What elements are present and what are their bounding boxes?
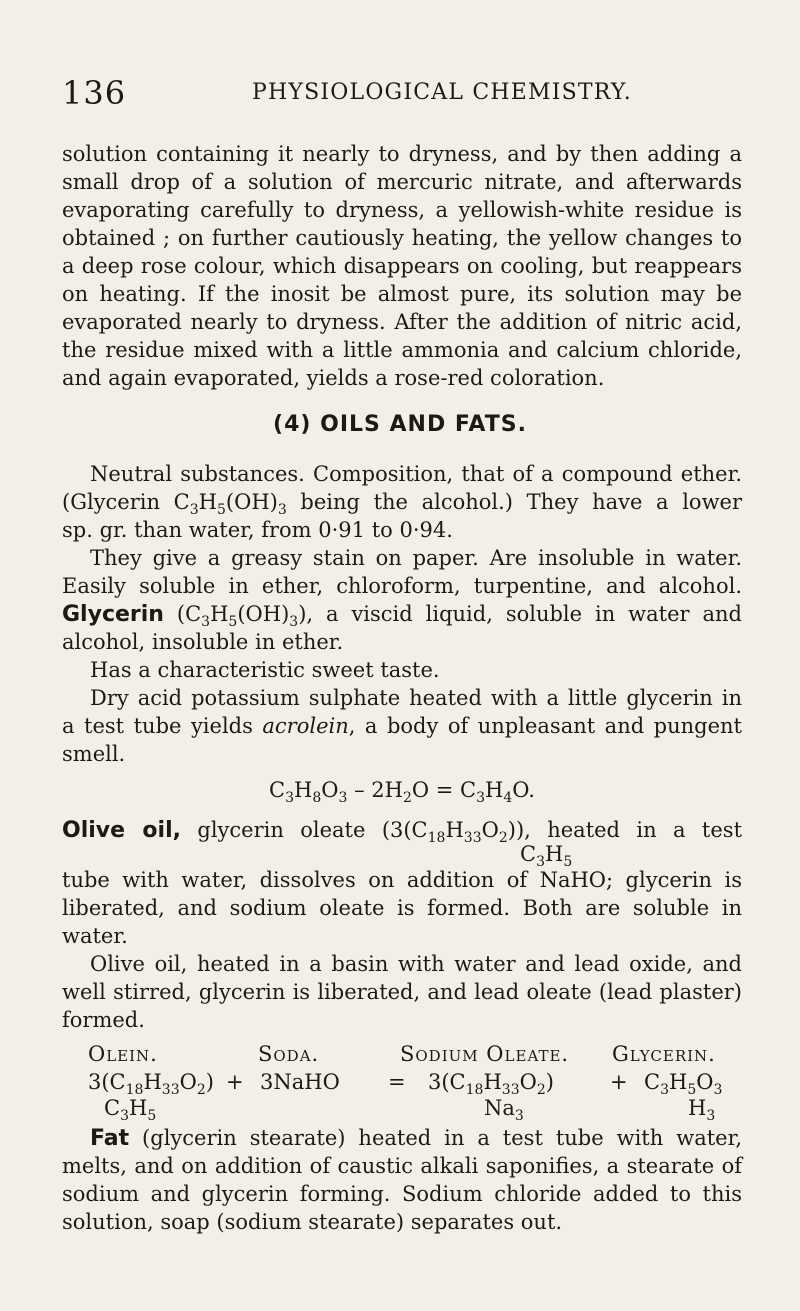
paragraph-line: the residue mixed with a little ammonia and calcium chloride, (62, 338, 742, 362)
paragraph-line: a deep rose colour, which disappears on cooling, but reappears (62, 254, 742, 278)
page-number: 136 (62, 74, 127, 112)
reaction-sub-olein: $C_3H_5$ (104, 1096, 157, 1125)
paragraph-line: Easily soluble in ether, chloroform, turpentine, and alcohol. (62, 574, 742, 598)
paragraph-line: They give a greasy stain on paper. Are insoluble in water. (90, 546, 742, 570)
reaction-sub-glycerin: $H_3$ (688, 1096, 716, 1125)
paragraph-line: well stirred, glycerin is liberated, and lead oleate (lead plaster) (62, 980, 742, 1004)
olive-subformula: $C_3H_5$ (520, 842, 573, 871)
paragraph-line: on heating. If the inosit be almost pure, its solution may be (62, 282, 742, 306)
paragraph-line: (Glycerin $C_3H_5(OH)_3$ being the alcohol.) They have a lower (62, 490, 743, 519)
paragraph-line: formed. (62, 1008, 145, 1032)
paragraph-line: solution, soap (sodium stearate) separates out. (62, 1210, 563, 1234)
term-acrolein: acrolein (262, 714, 349, 738)
reaction-heading-glycerin: Glycerin. (612, 1042, 716, 1066)
paragraph-line: alcohol, insoluble in ether. (62, 630, 344, 654)
section-heading: (4) OILS AND FATS. (273, 412, 527, 437)
paragraph-line: obtained ; on further cautiously heating, the yellow changes to (62, 226, 742, 250)
reaction-sub-oleate: $Na_3$ (484, 1096, 524, 1125)
reaction-plus: + (610, 1070, 628, 1094)
paragraph-line: Neutral substances. Composition, that of a compound ether. (90, 462, 742, 486)
paragraph-line: evaporating carefully to dryness, a yellowish-white residue is (62, 198, 742, 222)
running-title: PHYSIOLOGICAL CHEMISTRY. (252, 80, 632, 105)
paragraph-line: small drop of a solution of mercuric nitrate, and afterwards (62, 170, 742, 194)
reaction-equals: = (388, 1070, 406, 1094)
reaction-sodium-oleate: $3(C_{18}H_{33}O_2)$ (428, 1070, 554, 1099)
equation-acrolein: $C_3H_8O_3 - 2H_2O = C_3H_4O$. (269, 778, 535, 807)
paragraph-line: water. (62, 924, 128, 948)
page-header (62, 74, 742, 114)
olive-line: Olive oil, glycerin oleate $(3(C_{18}H_{33}O_2))$, heated in a test (62, 818, 743, 847)
paragraph-line: a test tube yields acrolein, a body of unpleasant and pungent (62, 714, 742, 738)
paragraph-line: sodium and glycerin forming. Sodium chloride added to this (62, 1182, 742, 1206)
reaction-heading-sodium-oleate: Sodium Oleate. (400, 1042, 570, 1066)
paragraph-line: solution containing it nearly to dryness, and by then adding a (62, 142, 742, 166)
paragraph-line: liberated, and sodium oleate is formed. Both are soluble in (62, 896, 742, 920)
reaction-heading-olein: Olein. (88, 1042, 158, 1066)
paragraph-line: evaporated nearly to dryness. After the addition of nitric acid, (62, 310, 742, 334)
reaction-plus: + (226, 1070, 244, 1094)
term-glycerin: Glycerin (62, 602, 164, 627)
fat-line: Fat (glycerin stearate) heated in a test tube with water, (90, 1126, 742, 1151)
paragraph-line: Has a characteristic sweet taste. (90, 658, 440, 682)
reaction-heading-soda: Soda. (258, 1042, 320, 1066)
paragraph-line: Olive oil, heated in a basin with water and lead oxide, and (90, 952, 742, 976)
paragraph-line: and again evaporated, yields a rose-red coloration. (62, 366, 605, 390)
paragraph-line: tube with water, dissolves on addition of NaHO; glycerin is (62, 868, 742, 892)
reaction-glycerin: $C_3H_5O_3$ (644, 1070, 723, 1099)
term-olive-oil: Olive oil, (62, 818, 181, 843)
reaction-soda: 3NaHO (260, 1070, 340, 1094)
paragraph-line: melts, and on addition of caustic alkali saponifies, a stearate of (62, 1154, 742, 1178)
glycerin-line: Glycerin $(C_3H_5(OH)_3)$, a viscid liquid, soluble in water and (62, 602, 742, 631)
paragraph-line: smell. (62, 742, 126, 766)
paragraph-line: Dry acid potassium sulphate heated with a little glycerin in (90, 686, 742, 710)
paragraph-line: sp. gr. than water, from 0·91 to 0·94. (62, 518, 453, 542)
term-fat: Fat (90, 1126, 130, 1151)
reaction-olein: $3(C_{18}H_{33}O_2)$ (88, 1070, 214, 1099)
